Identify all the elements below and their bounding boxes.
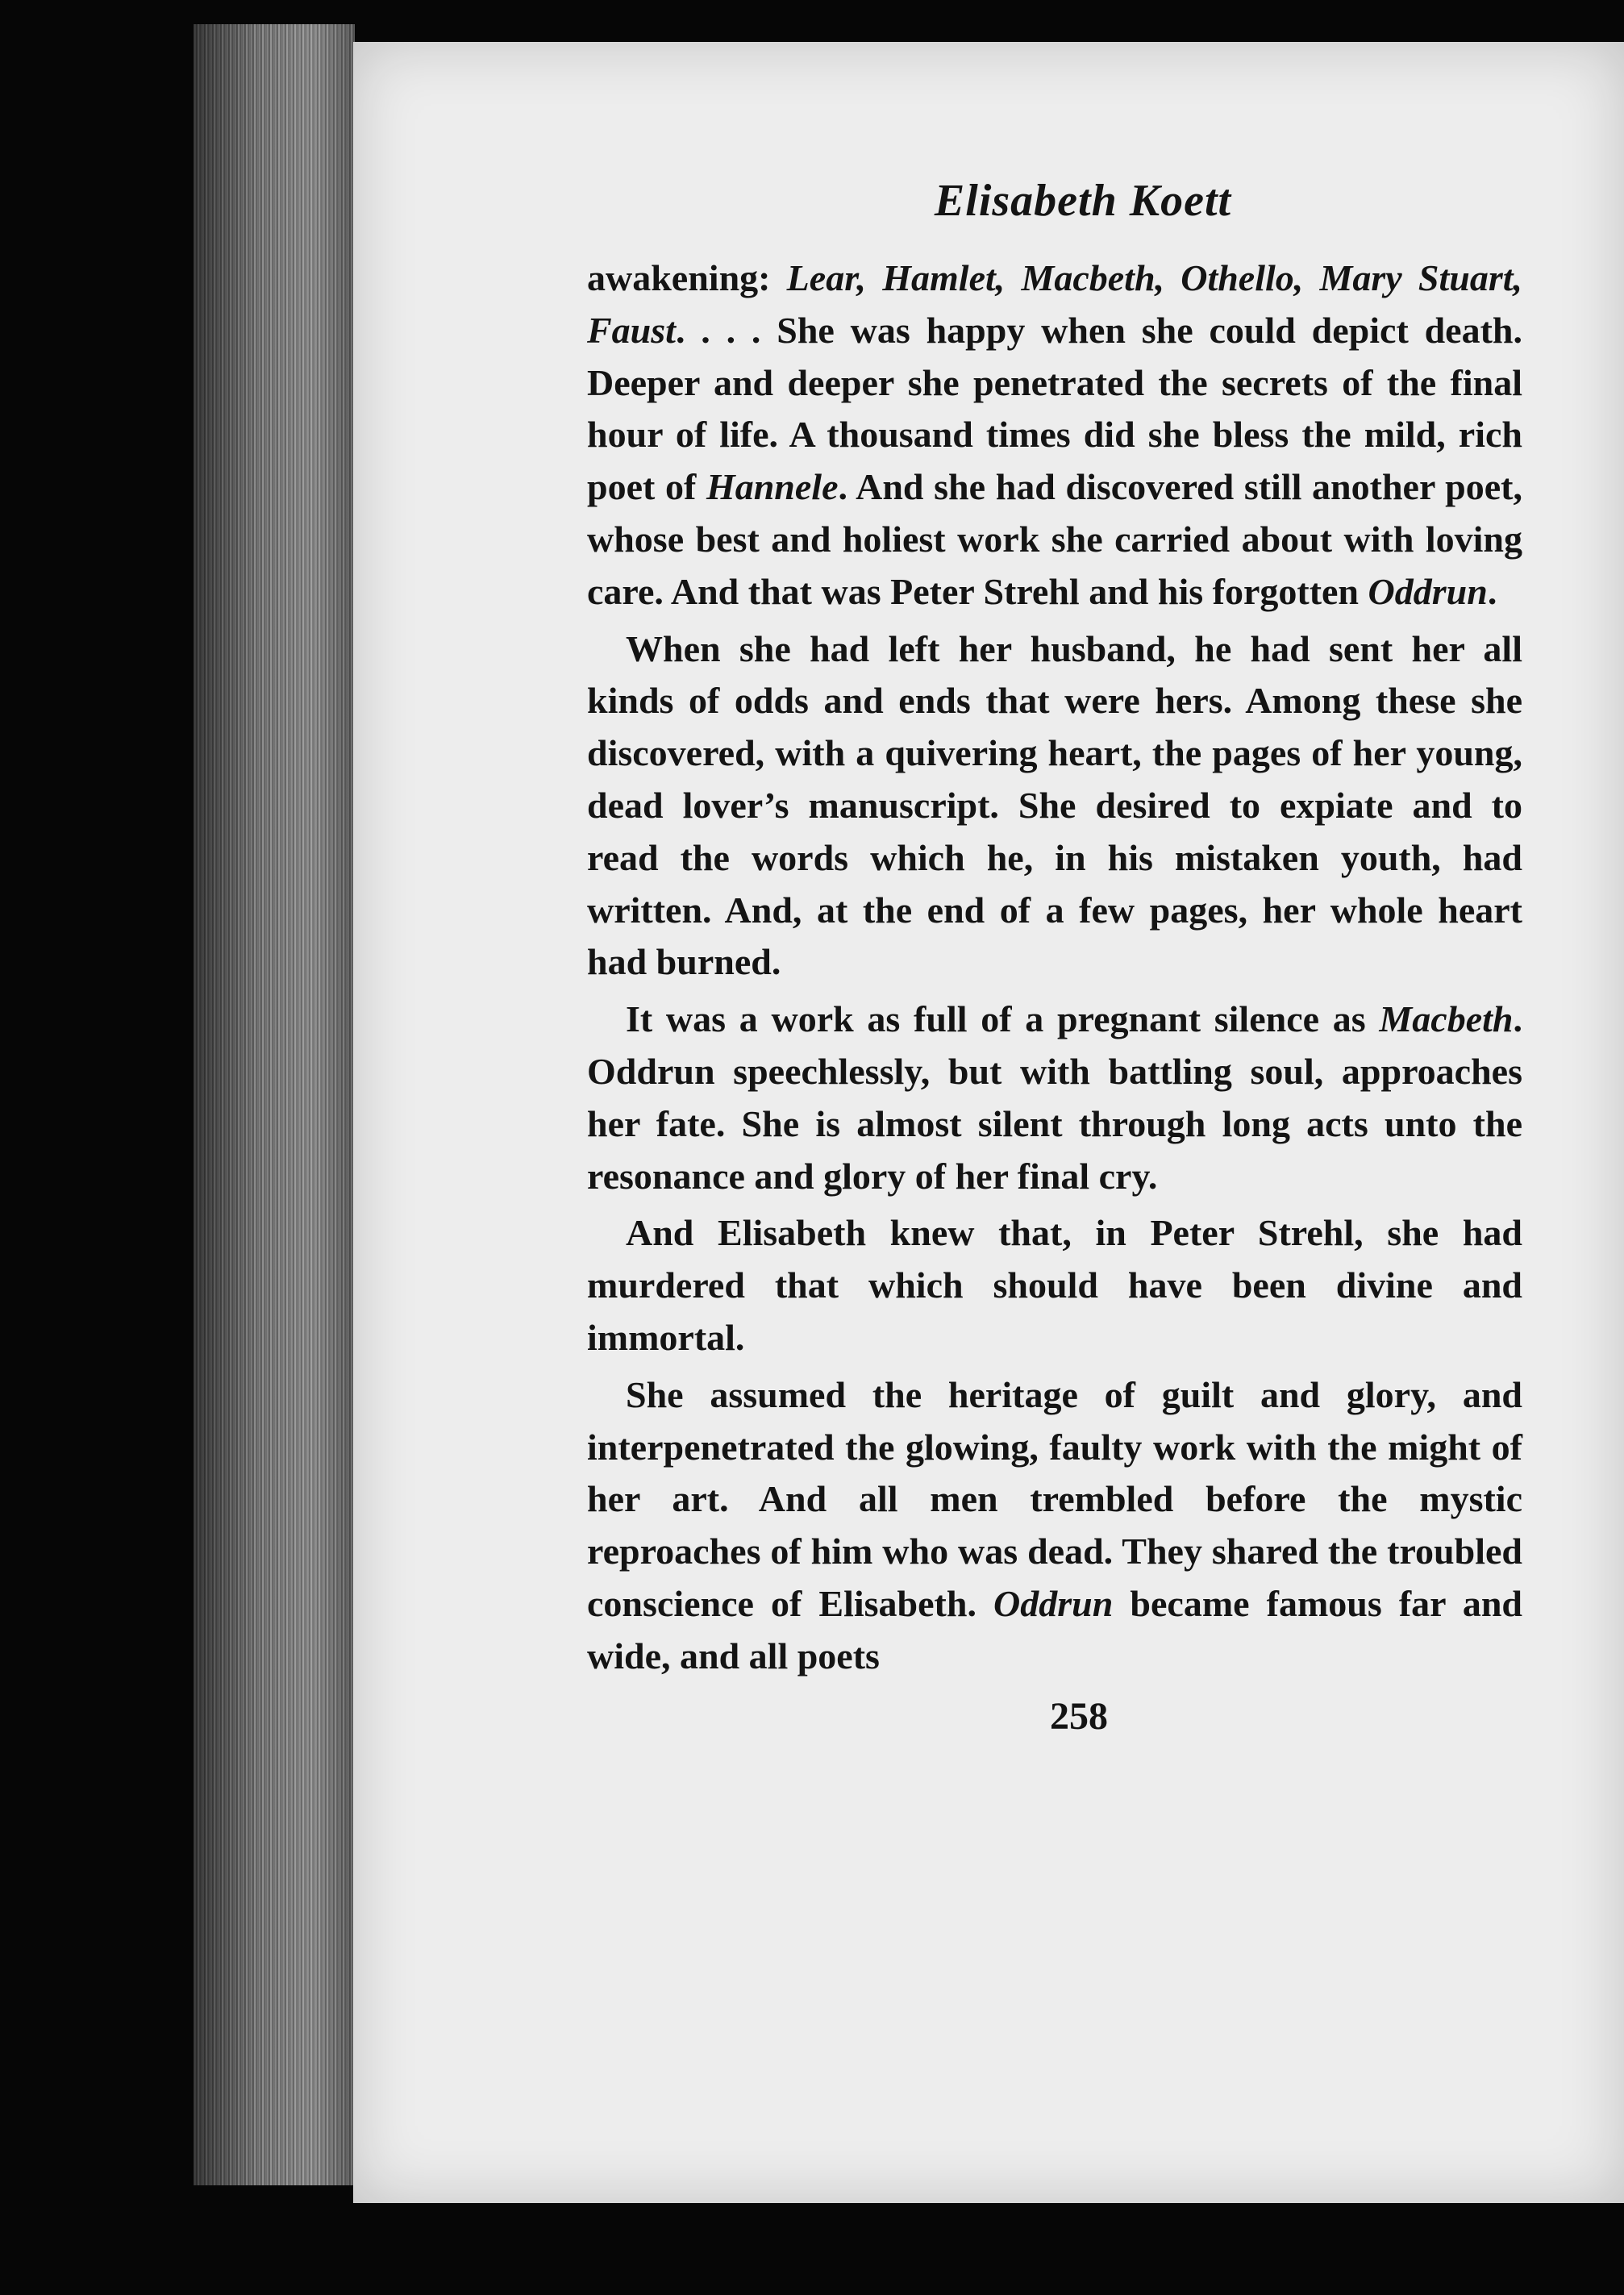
page-number: 258	[1050, 1694, 1108, 1738]
text-run: It was a work as full of a pregnant silence as	[626, 998, 1380, 1040]
text-run: became famous far and wide, and all poets	[587, 1582, 1523, 1676]
paragraph	[587, 1369, 1522, 1683]
text-run: . . . . She was happy when she could depict death. Deeper and deeper she penetrated the secrets of the final hour of life. A thousand times did she bless the mild, rich poet of	[587, 309, 1522, 508]
paragraph	[587, 252, 1522, 619]
text-run: .	[1487, 570, 1497, 612]
body-text	[587, 252, 1522, 1683]
text-run: awakening:	[587, 257, 787, 298]
paragraph	[587, 623, 1522, 989]
text-run: When she had left her husband, he had sent her all kinds of odds and ends that were hers. Among these she discovered, with a quivering heart, the pages of her young, dead lover’s manuscript. She desired to expiate and to read the words which he, in his mistaken youth, had written. And, at the end of a few pages, her whole heart had burned.	[587, 627, 1522, 983]
italic-title: Oddrun	[993, 1582, 1114, 1624]
page-content	[587, 175, 1522, 1739]
paragraph	[587, 993, 1522, 1202]
book-page	[353, 42, 1624, 2203]
running-head: Elisabeth Koett	[934, 176, 1232, 226]
italic-title: Oddrun	[1368, 570, 1488, 612]
italic-title: Hannele	[706, 466, 839, 508]
paragraph	[587, 1207, 1522, 1364]
italic-title: Macbeth	[1379, 998, 1514, 1040]
text-run: She assumed the heritage of guilt and glory, and interpenetrated the glowing, faulty work with the might of her art. And all men trembled before the mystic reproaches of him who was dead. They shared the troubled conscience of Elisabeth.	[587, 1373, 1522, 1624]
italic-title: Lear, Hamlet, Macbeth, Othello, Mary Stuart, Faust	[587, 257, 1522, 351]
text-run: . Oddrun speechlessly, but with battling soul, approaches her fate. She is almost silent through long acts unto the resonance and glory of her final cry.	[587, 998, 1522, 1197]
text-run: . And she had discovered still another poet, whose best and holiest work she carried about with loving care. And that was Peter Strehl and his forgotten	[587, 466, 1522, 612]
text-run: And Elisabeth knew that, in Peter Strehl, she had murdered that which should have been divine and immortal.	[587, 1212, 1522, 1358]
page-edges	[194, 24, 355, 2185]
